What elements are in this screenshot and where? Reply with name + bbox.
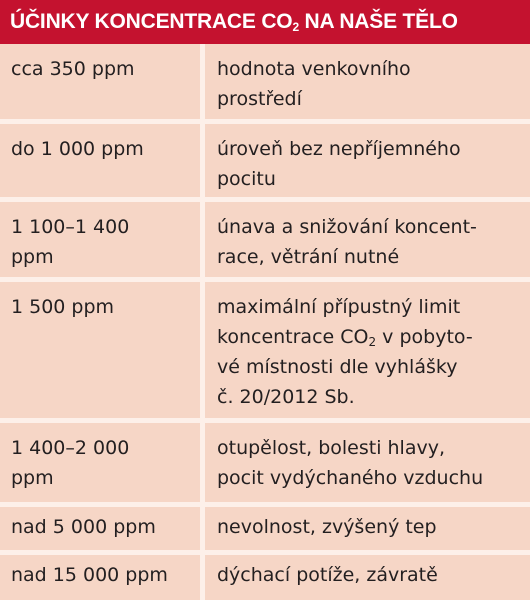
title-subscript: 2 <box>292 20 299 34</box>
effect-cell: nevolnost, zvýšený tep <box>217 516 437 538</box>
effect-cell: otupělost, bolesti hlavy, pocit vydýchaného vzduchu <box>217 437 484 489</box>
effect-cell: úroveň bez nepříjemného pocitu <box>217 138 461 190</box>
concentration-cell: 1 500 ppm <box>11 296 115 318</box>
effects-table <box>0 44 530 600</box>
table-title <box>0 0 530 44</box>
effect-cell: dýchací potíže, závratě <box>217 564 438 586</box>
concentration-cell: 1 100–1 400 ppm <box>11 216 130 268</box>
concentration-cell: do 1 000 ppm <box>11 138 144 160</box>
table-row <box>0 507 530 555</box>
table-row <box>0 282 530 423</box>
effect-cell: únava a snižování koncent- race, větrání nutné <box>217 216 477 268</box>
table-row <box>0 44 530 124</box>
title-main: ÚČINKY KONCENTRACE CO <box>10 10 293 33</box>
effect-cell: maximální přípustný limit koncentrace $CO_2$ v pobyto- vé místnosti dle vyhlášky č. 20/2012 Sb. <box>217 296 473 408</box>
concentration-cell: 1 400–2 000 ppm <box>11 437 130 489</box>
concentration-cell: nad 15 000 ppm <box>11 564 168 586</box>
table-row <box>0 124 530 202</box>
effect-cell: hodnota venkovního prostředí <box>217 58 411 110</box>
table-row <box>0 423 530 507</box>
table-row <box>0 202 530 282</box>
concentration-cell: nad 5 000 ppm <box>11 516 156 538</box>
concentration-cell: cca 350 ppm <box>11 58 135 80</box>
table-row <box>0 555 530 600</box>
title-tail: NA NAŠE TĚLO <box>298 10 458 33</box>
